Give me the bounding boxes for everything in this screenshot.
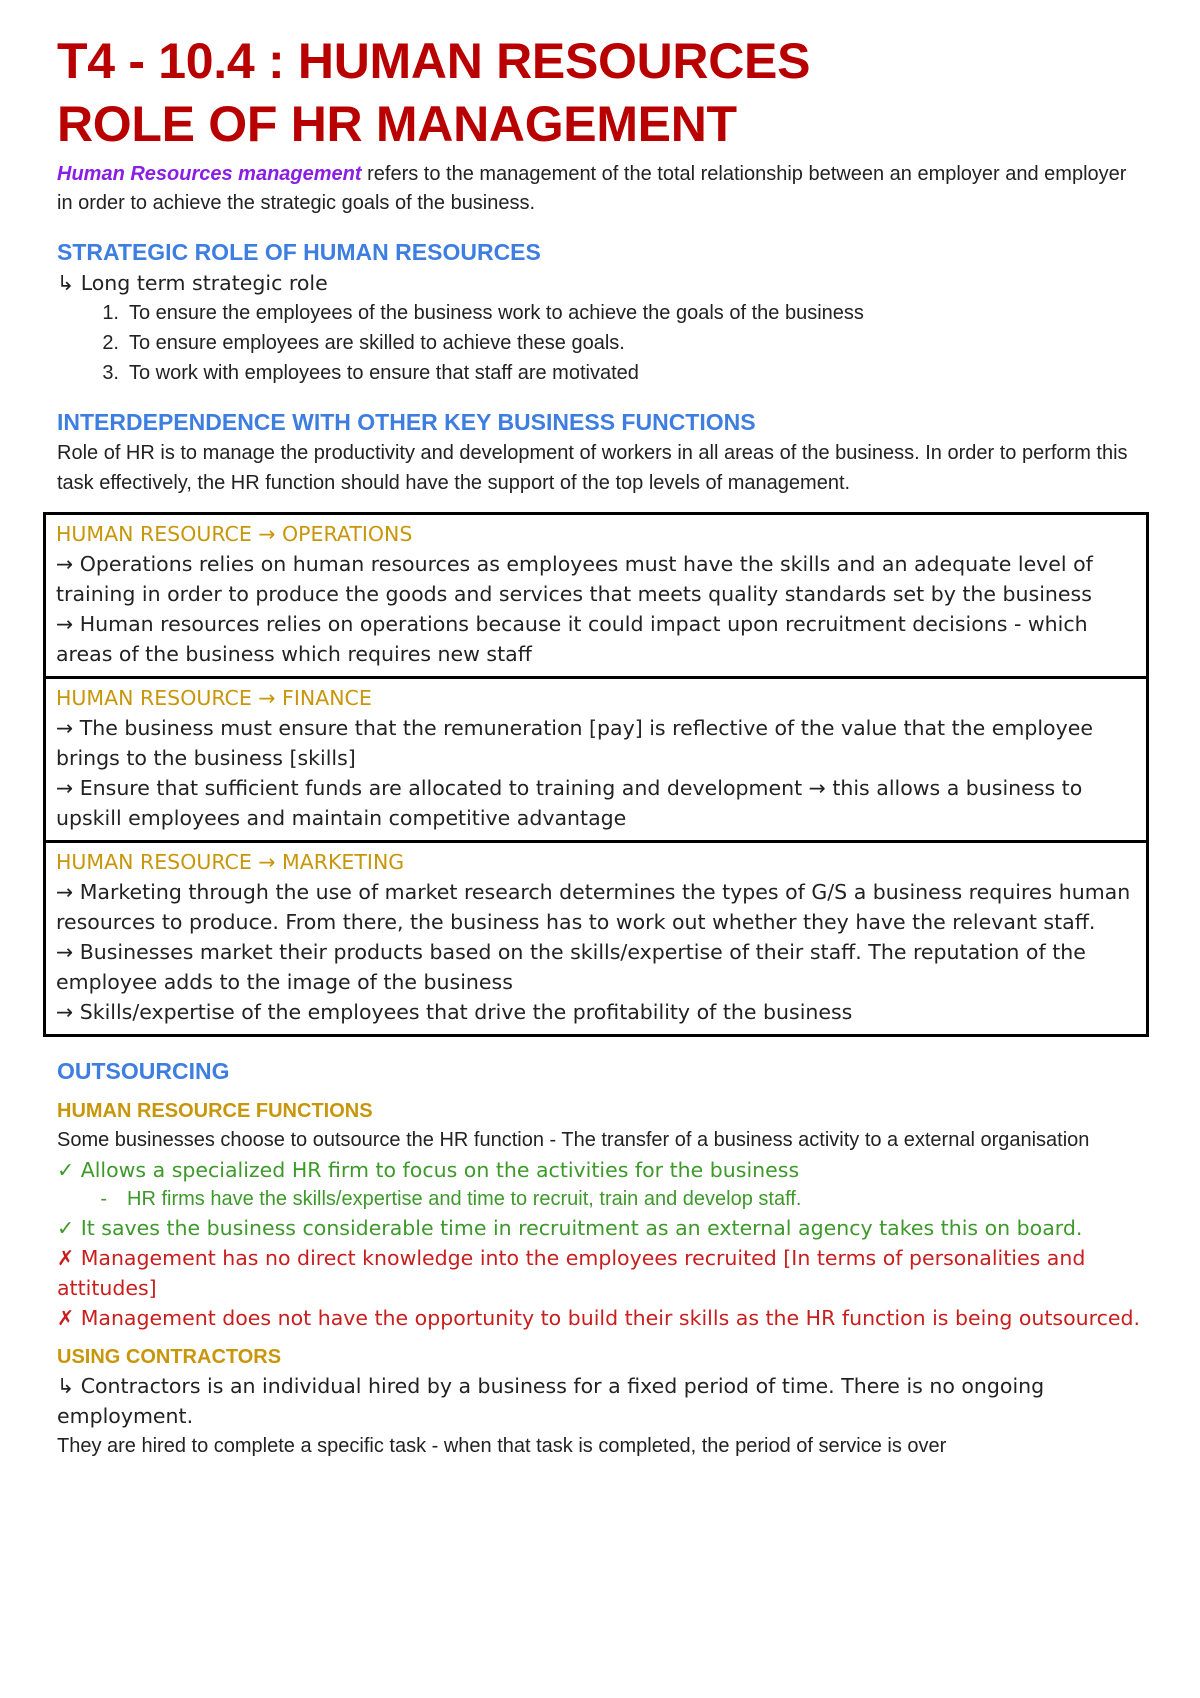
- list-item: 2. To ensure employees are skilled to achieve these goals.: [102, 332, 625, 354]
- functions-table: [43, 512, 1149, 1037]
- box-operations: [46, 515, 1146, 679]
- box-line: → Operations relies on human resources as employees must have the skills and an adequate level of training in order to produce the goods and services that meets quality standards set by the business: [56, 552, 1093, 606]
- outsourcing-text: Some businesses choose to outsource the HR function - The transfer of a business activity to a external organisation: [57, 1129, 1090, 1151]
- pro-sub-item: - HR firms have the skills/expertise and time to recruit, train and develop staff.: [100, 1188, 802, 1210]
- document-content: [57, 30, 1147, 1461]
- interdependence-heading: INTERDEPENDENCE WITH OTHER KEY BUSINESS FUNCTIONS: [57, 409, 756, 435]
- strategic-lead: ↳ Long term strategic role: [57, 271, 328, 295]
- box-marketing: [46, 843, 1146, 1034]
- contractors-heading: USING CONTRACTORS: [57, 1346, 282, 1368]
- intro-term: Human Resources management: [57, 163, 362, 185]
- pro-item: ✓ It saves the business considerable time in recruitment as an external agency takes this on board.: [57, 1216, 1083, 1240]
- interdependence-text: Role of HR is to manage the productivity and development of workers in all areas of the business. In order to perform this task effectively, the HR function should have the support of the top levels of management.: [57, 442, 1128, 494]
- list-item: 3. To work with employees to ensure that staff are motivated: [102, 362, 639, 384]
- box-line: → The business must ensure that the remuneration [pay] is reflective of the value that the employee brings to the business [skills]: [56, 716, 1093, 770]
- intro-paragraph: [57, 160, 1147, 218]
- contractors-lead: ↳ Contractors is an individual hired by a business for a fixed period of time. There is no ongoing employment.: [57, 1374, 1045, 1428]
- box-title: HUMAN RESOURCE → MARKETING: [56, 850, 405, 874]
- box-line: → Ensure that sufficient funds are allocated to training and development → this allows a business to upskill employees and maintain competitive advantage: [56, 776, 1083, 830]
- pro-item: ✓ Allows a specialized HR firm to focus on the activities for the business: [57, 1158, 800, 1182]
- box-title: HUMAN RESOURCE → OPERATIONS: [56, 522, 413, 546]
- box-title: HUMAN RESOURCE → FINANCE: [56, 686, 372, 710]
- con-item: ✗ Management has no direct knowledge into the employees recruited [In terms of personalities and attitudes]: [57, 1246, 1086, 1300]
- con-item: ✗ Management does not have the opportunity to build their skills as the HR function is being outsourced.: [57, 1306, 1141, 1330]
- page-subtitle: ROLE OF HR MANAGEMENT: [57, 96, 737, 152]
- page-title: T4 - 10.4 : HUMAN RESOURCES: [57, 33, 811, 89]
- strategic-heading: STRATEGIC ROLE OF HUMAN RESOURCES: [57, 239, 541, 265]
- box-line: → Skills/expertise of the employees that drive the profitability of the business: [56, 1000, 853, 1024]
- outsourcing-heading: OUTSOURCING: [57, 1058, 230, 1084]
- box-line: → Businesses market their products based on the skills/expertise of their staff. The reputation of the employee adds to the image of the business: [56, 940, 1086, 994]
- box-line: → Marketing through the use of market research determines the types of G/S a business requires human resources to produce. From there, the business has to work out whether they have the relevant staff.: [56, 880, 1131, 934]
- contractors-text: They are hired to complete a specific task - when that task is completed, the period of service is over: [57, 1435, 947, 1457]
- hr-functions-heading: HUMAN RESOURCE FUNCTIONS: [57, 1100, 373, 1122]
- strategic-list: [57, 298, 1147, 388]
- box-line: → Human resources relies on operations because it could impact upon recruitment decisions - which areas of the business which requires new staff: [56, 612, 1088, 666]
- list-item: 1. To ensure the employees of the business work to achieve the goals of the business: [102, 302, 864, 324]
- intro-text: refers to the management of the total relationship between an employer and employer in order to achieve the strategic goals of the business.: [57, 163, 1127, 214]
- box-finance: [46, 679, 1146, 843]
